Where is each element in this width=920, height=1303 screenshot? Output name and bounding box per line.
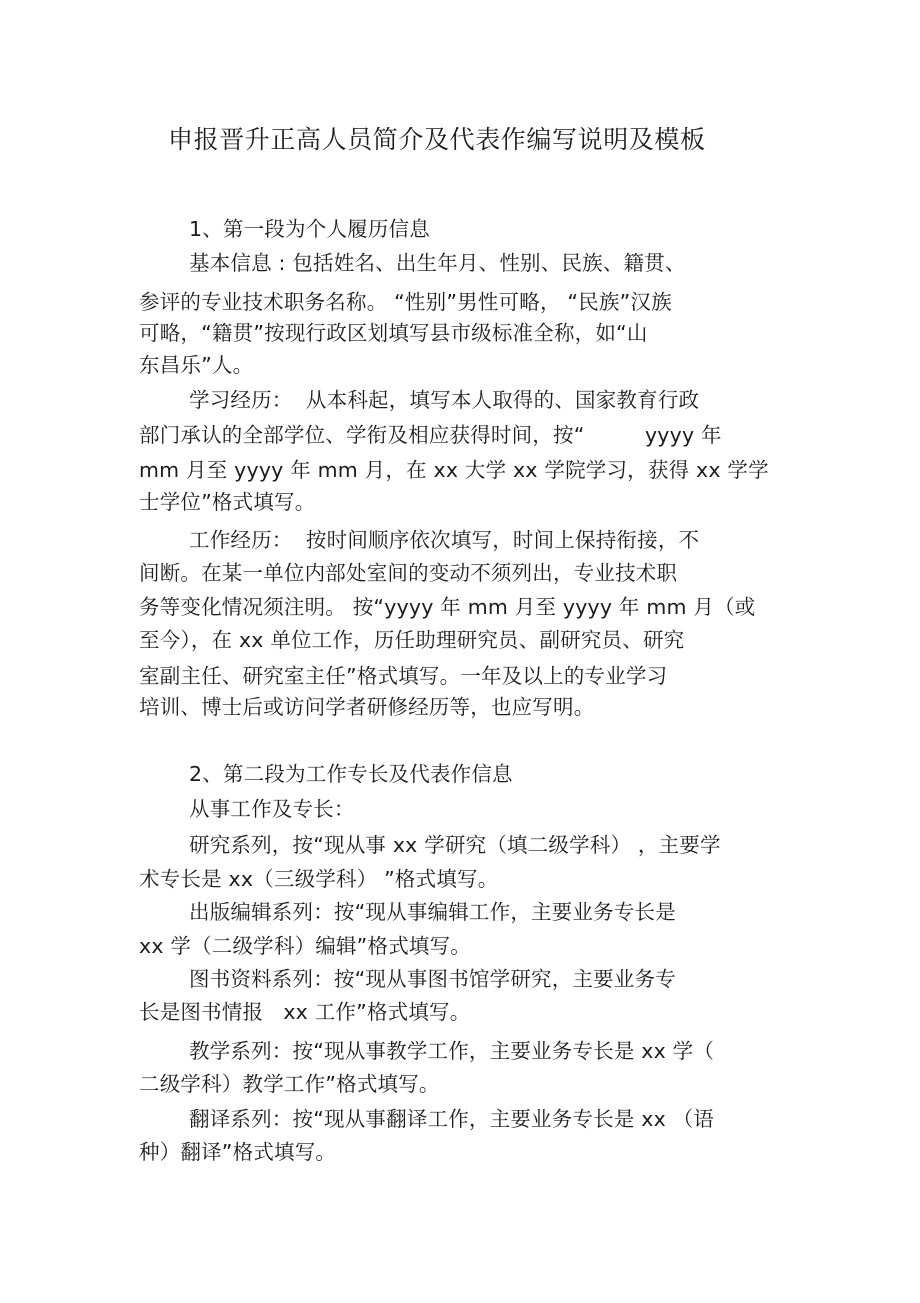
basic-info-line: 参评的专业技术职务名称。 “性别”男性可略， “民族”汉族 [139, 290, 672, 314]
education-line: 学习经历： 从本科起，填写本人取得的、国家教育行政 [189, 388, 700, 412]
work-history-line: 室副主任、研究室主任”格式填写。一年及以上的专业学习 [139, 664, 668, 688]
work-history-line: 工作经历： 按时间顺序依次填写，时间上保持衔接，不 [189, 528, 700, 552]
work-history-line: 间断。在某一单位内部处室间的变动不须列出，专业技术职 [139, 561, 678, 585]
basic-info-line: 可略，“籍贯”按现行政区划填写县市级标准全称，如“山 [139, 321, 648, 345]
work-history-line: 务等变化情况须注明。 按“yyyy 年 mm 月至 yyyy 年 mm 月（或 [139, 595, 756, 619]
library-series-line: 长是图书情报 xx 工作”格式填写。 [139, 1000, 471, 1024]
research-series-line: 研究系列，按“现从事 xx 学研究（填二级学科） ，主要学 [189, 833, 721, 857]
work-history-line: 至今），在 xx 单位工作，历任助理研究员、副研究员、研究 [139, 628, 685, 652]
teaching-series-line: 二级学科）教学工作”格式填写。 [139, 1072, 440, 1096]
education-line: mm 月至 yyyy 年 mm 月，在 xx 大学 xx 学院学习，获得 xx 学学 [139, 458, 769, 482]
translation-series-line: 翻译系列：按“现从事翻译工作，主要业务专长是 xx （语 [189, 1107, 715, 1131]
education-line: 士学位”格式填写。 [139, 490, 316, 514]
translation-series-line: 种）翻译”格式填写。 [139, 1140, 337, 1164]
section-2-heading: 2、第二段为工作专长及代表作信息 [189, 762, 513, 786]
editing-series-line: xx 学（二级学科）编辑”格式填写。 [139, 934, 471, 958]
section-2-subheading: 从事工作及专长： [189, 797, 355, 821]
work-history-line: 培训、博士后或访问学者研修经历等，也应写明。 [139, 695, 595, 719]
editing-series-line: 出版编辑系列：按“现从事编辑工作，主要业务专长是 [189, 900, 676, 924]
basic-info-line: 东昌乐”人。 [139, 353, 254, 377]
teaching-series-line: 教学系列：按“现从事教学工作，主要业务专长是 xx 学（ [189, 1039, 715, 1063]
library-series-line: 图书资料系列：按“现从事图书馆学研究，主要业务专 [189, 967, 676, 991]
education-line: 部门承认的全部学位、学衔及相应获得时间，按“ yyyy 年 [139, 423, 722, 447]
document-title: 申报晋升正高人员简介及代表作编写说明及模板 [168, 125, 706, 154]
basic-info-line: 基本信息 : 包括姓名、出生年月、性别、民族、籍贯、 [189, 251, 686, 275]
section-1-heading: 1、第一段为个人履历信息 [189, 217, 430, 241]
research-series-line: 术专长是 xx（三级学科） ”格式填写。 [139, 867, 499, 891]
